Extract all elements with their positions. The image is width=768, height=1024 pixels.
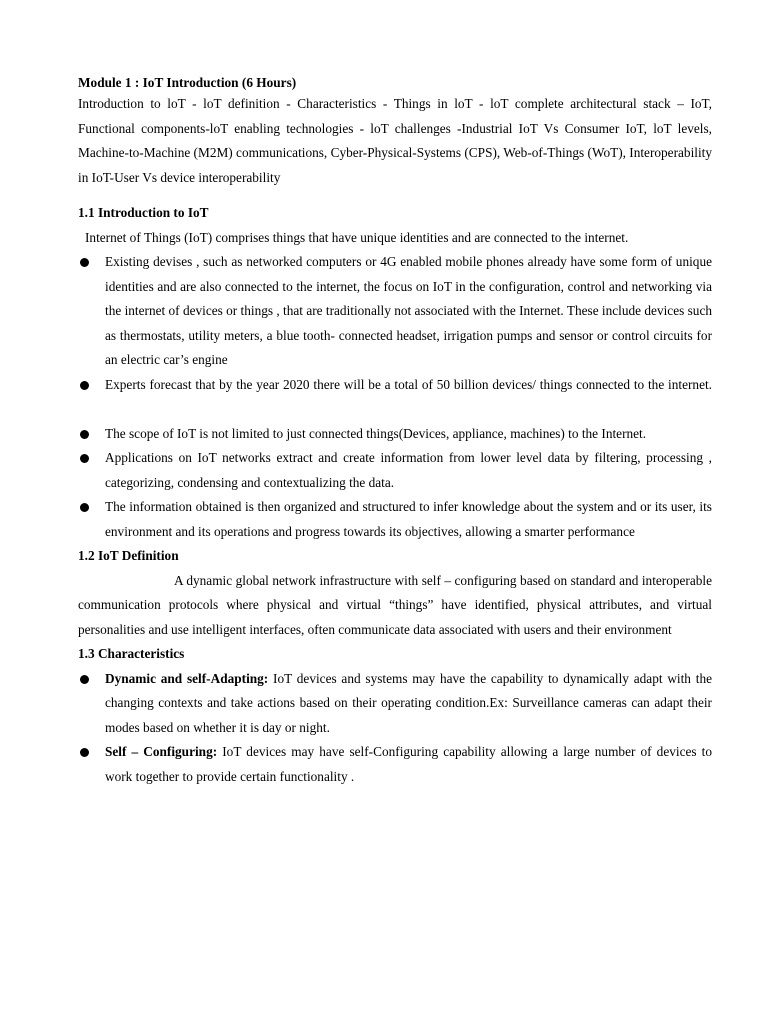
section-heading-definition: 1.2 IoT Definition <box>78 523 179 539</box>
characteristic-lead: Self – Configuring: <box>105 719 218 735</box>
section-heading-characteristics: 1.3 Characteristics <box>78 621 185 637</box>
bullet-icon <box>80 430 89 439</box>
bullet-icon <box>80 748 89 757</box>
characteristic-text: IoT devices and systems may have the capability to dynamically adapt with the changing contexts and take actions based on their operating condition.Ex: Surveillance cameras can adapt their modes based on whether it is day or night. <box>105 646 712 710</box>
list-item <box>78 719 712 789</box>
list-item <box>78 646 712 741</box>
characteristics-list <box>78 646 712 790</box>
bullet-icon <box>80 675 89 684</box>
bullet-icon <box>80 381 89 390</box>
definition-paragraph: A dynamic global network infrastructure with self – configuring based on standard and interoperable communication protocols where physical and virtual “things” have identified, physical attributes, and virtual personalities and use intelligent interfaces, often communicate data associated with users and their environment <box>78 548 712 612</box>
list-item <box>78 373 712 422</box>
intro-bullet-list <box>78 250 712 544</box>
bullet-icon <box>80 454 89 463</box>
list-item-text: Existing devises , such as networked computers or 4G enabled mobile phones already have some form of unique identities and are also connected to the internet, the focus on IoT in the configuration, control and networking via the internet of devices or things , that are traditionally not associated with the Internet. These include devices such as thermostats, utility meters, a blue tooth- connected headset, irrigation pumps and sensor or control circuits for an electric car’s engine <box>105 254 712 367</box>
bullet-icon <box>80 503 89 512</box>
module-syllabus: Introduction to loT - loT definition - Characteristics - Things in loT - loT complete architectural stack – IoT, Functional components-loT enabling technologies - loT challenges -Industrial IoT Vs Consumer IoT, loT levels, Machine-to-Machine (M2M) communications, Cyber-Physical-Systems (CPS), Web-of-Things (WoT), Interoperability in IoT-User Vs device interoperability <box>78 96 712 185</box>
list-item-text: The information obtained is then organized and structured to infer knowledge about the system and or its user, its environment and its operations and progress towards its objectives, allowing a smarter performance <box>105 474 712 514</box>
list-item-text: The scope of IoT is not limited to just connected things(Devices, appliance, machines) to the Internet. <box>105 401 647 416</box>
characteristic-lead: Dynamic and self-Adapting: <box>105 646 269 661</box>
section-intro-paragraph: Internet of Things (IoT) comprises things that have unique identities and are connected to the internet. <box>85 229 629 245</box>
list-item <box>78 250 712 373</box>
section-heading-intro: 1.1 Introduction to IoT <box>78 205 209 220</box>
list-item <box>78 401 712 447</box>
module-title: Module 1 : IoT Introduction (6 Hours) <box>78 75 297 90</box>
document-content <box>78 74 712 789</box>
list-item-text: Applications on IoT networks extract and create information from lower level data by filtering, processing , categorizing, condensing and contextualizing the data. <box>105 425 712 465</box>
bullet-icon <box>80 258 89 267</box>
characteristic-text: IoT devices may have self-Configuring capability allowing a large number of devices to work together to provide certain functionality . <box>105 719 712 759</box>
list-item <box>78 425 712 495</box>
list-item <box>78 474 712 544</box>
list-item-text: Experts forecast that by the year 2020 there will be a total of 50 billion devices/ things connected to the internet. <box>105 376 703 392</box>
